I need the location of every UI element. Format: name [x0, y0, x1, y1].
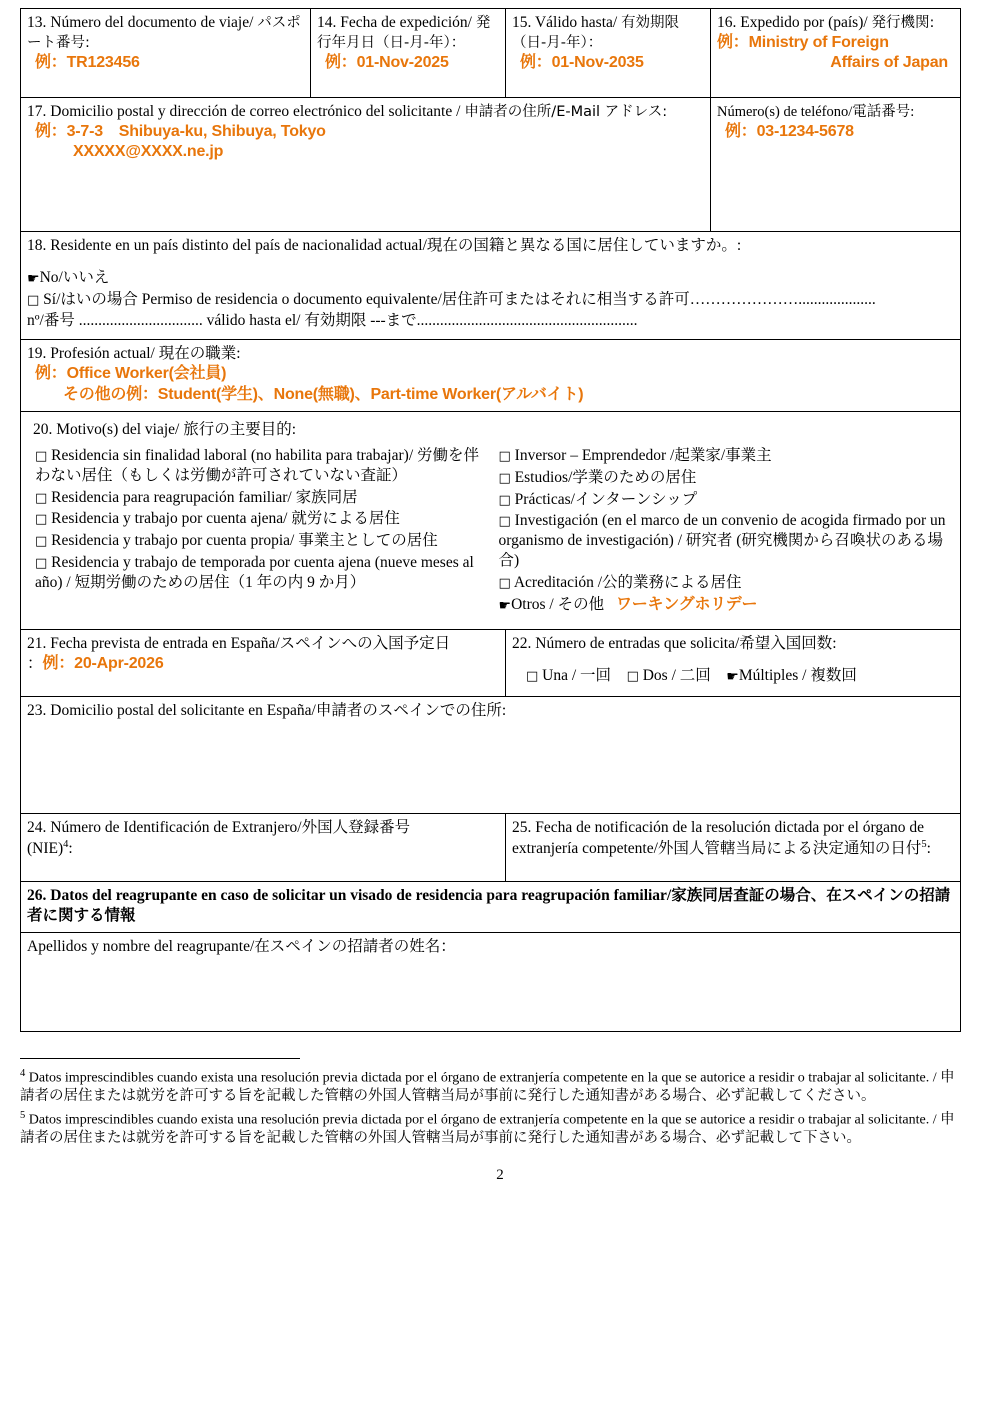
- field-18-option-no[interactable]: [27, 268, 954, 288]
- checkbox-empty-icon: □: [526, 668, 539, 684]
- field-20-label: 20. Motivo(s) del viaje/ 旅行の主要目的:: [33, 421, 297, 439]
- field-20-option-2[interactable]: [35, 509, 485, 529]
- field-26-reagrupante-header: [21, 882, 961, 933]
- field-19-example-other: その他の例：Student(学生)、None(無職)、Part-time Worker(アルバイト): [63, 385, 584, 403]
- field-16-label: 16. Expedido por (país)/: [717, 14, 868, 31]
- checkbox-checked-icon: ☛: [726, 668, 739, 685]
- field-24-label: 24. Número de Identificación de Extranjero/外国人登録番号: [27, 819, 411, 837]
- field-24-label-nie: (NIE): [27, 840, 64, 858]
- field-25-footnote-ref: 5: [921, 839, 927, 851]
- field-22-option-una[interactable]: Una / 一回: [542, 666, 612, 684]
- table-row-19: [21, 340, 961, 412]
- field-15-example: 例：01-Nov-2035: [520, 53, 644, 71]
- table-row-20: [21, 412, 961, 630]
- table-row-18: [21, 231, 961, 339]
- field-24-footnote-ref: 4: [63, 839, 69, 851]
- field-20-left-column: [27, 440, 491, 623]
- table-row-26-header: [21, 882, 961, 933]
- field-15-label: 15. Válido hasta/: [512, 14, 618, 31]
- field-17-phone[interactable]: [711, 98, 961, 232]
- field-24-label-colon: :: [68, 840, 73, 858]
- checkbox-empty-icon: □: [498, 575, 511, 591]
- field-13-example: 例：TR123456: [35, 53, 140, 71]
- field-22-entries-count[interactable]: [506, 630, 961, 697]
- checkbox-empty-icon: □: [35, 490, 48, 506]
- table-row-24-25: [21, 814, 961, 882]
- field-26-label: 26. Datos del reagrupante en caso de solicitar un visado de residencia para reagrupación familiar/家族同居査証の場合、在スペインの招請者に関する情報: [27, 887, 951, 924]
- field-18-residence-other-country[interactable]: [21, 231, 961, 339]
- field-20-option-5-label: Inversor – Emprendedor /起業家/事業主: [514, 446, 772, 464]
- field-19-example: 例：Office Worker(会社員): [35, 365, 227, 383]
- field-20-option-4-label: Residencia y trabajo de temporada por cuenta ajena (nueve meses al año) / 短期労働のための居住（1 年の内 9 か月）: [35, 554, 474, 591]
- field-20-option-8-label: Investigación (en el marco de un convenio de acogida firmado por un organismo de investigación) / 研究者 (研究機関から召喚状のある場合): [498, 512, 946, 570]
- table-row-21-22: [21, 630, 961, 697]
- field-20-option-6[interactable]: [499, 468, 949, 488]
- checkbox-checked-icon: ☛: [27, 270, 40, 287]
- field-20-option-7-label: Prácticas/インターンシップ: [514, 490, 698, 508]
- checkbox-empty-icon: □: [498, 470, 511, 486]
- field-20-right-column: [491, 440, 955, 623]
- field-20-option-3-label: Residencia y trabajo por cuenta propia/ 事業主としての居住: [51, 532, 438, 550]
- field-14-label-jp: 発行年月日（日‐月‐年）：: [317, 15, 491, 51]
- field-25-label: 25. Fecha de notificación de la resolución dictada por el órgano de extranjería competente/外国人管轄当局による決定通知の日付: [512, 819, 925, 858]
- field-18-option-si-label: Sí/はいの場合 Permiso de residencia o documento equivalente/居住許可またはそれに相当する許可…………………....................: [43, 290, 876, 308]
- visa-form-table: [20, 8, 961, 1032]
- field-20-option-otros[interactable]: [499, 595, 949, 615]
- field-20-option-7[interactable]: [499, 490, 949, 510]
- field-18-label: 18. Residente en un país distinto del país de nacionalidad actual/現在の国籍と異なる国に居住していますか。:: [27, 236, 742, 254]
- field-17-phone-example: 例：03-1234-5678: [725, 122, 854, 140]
- field-21-label-colon: ：: [27, 654, 43, 672]
- field-22-option-multiples[interactable]: Múltiples / 複数回: [738, 666, 857, 684]
- field-17-phone-label: Número(s) de teléfono/電話番号:: [717, 104, 915, 121]
- field-20-option-4[interactable]: [35, 553, 485, 593]
- field-26-reagrupante-name[interactable]: [21, 932, 961, 1031]
- field-24-nie[interactable]: [21, 814, 506, 882]
- field-13-label-jp: パスポート番号:: [27, 15, 301, 51]
- field-17-label: 17. Domicilio postal y dirección de correo electrónico del solicitante /: [27, 103, 461, 121]
- field-17-address[interactable]: [21, 98, 711, 232]
- footnote-4: [20, 1067, 960, 1107]
- field-19-label: 19. Profesión actual/ 現在の職業:: [27, 345, 241, 363]
- field-17-example: 例：3-7-3 Shibuya-ku, Shibuya, Tokyo: [35, 122, 326, 140]
- checkbox-empty-icon: □: [35, 556, 48, 572]
- field-16-label-jp: 発行機関:: [871, 15, 935, 31]
- field-19-profession[interactable]: [21, 340, 961, 412]
- footnote-5: [20, 1109, 960, 1149]
- field-20-option-2-label: Residencia y trabajo por cuenta ajena/ 就労による居住: [51, 510, 400, 528]
- field-20-option-3[interactable]: [35, 531, 485, 551]
- checkbox-empty-icon: □: [498, 448, 511, 464]
- table-row-13-16: [21, 9, 961, 98]
- table-row-26-body: [21, 932, 961, 1031]
- field-20-travel-purpose[interactable]: [21, 412, 961, 630]
- field-26-sub-label: Apellidos y nombre del reagrupante/在スペインの招請者の姓名：: [27, 937, 456, 955]
- field-16-example-line2: Affairs of Japan: [830, 54, 948, 72]
- field-23-label: 23. Domicilio postal del solicitante en España/申請者のスペインでの住所:: [27, 702, 507, 720]
- checkbox-empty-icon: □: [498, 514, 511, 530]
- footnote-5-text-jp: 申請者の居住または就労を許可する旨を記載した管轄の外国人管轄当局が事前に発行した通知書がある場合、必ず記載して下さい。: [20, 1111, 955, 1147]
- checkbox-empty-icon: □: [626, 668, 639, 684]
- footnote-4-text-es: Datos imprescindibles cuando exista una resolución previa dictada por el órgano de extranjería competente en la que se autorice a residir o trabajar al solicitante. /: [28, 1070, 941, 1086]
- field-15-label-jp: 有効期限（日‐月‐年）：: [512, 15, 680, 51]
- field-20-option-0-label: Residencia sin finalidad laboral (no habilita para trabajar)/ 労働を伴わない居住（もしくは労働が許可されていない査証）: [35, 446, 479, 484]
- field-17-label-jp: 申請者の住所/E-Mail アドレス:: [464, 104, 668, 121]
- field-13-label: 13. Número del documento de viaje/: [27, 14, 254, 31]
- footnotes-section: [20, 1058, 960, 1149]
- field-21-entry-date[interactable]: [21, 630, 506, 697]
- field-20-option-1[interactable]: [35, 488, 485, 508]
- field-20-option-9-label: Acreditación /公的業務による居住: [513, 573, 742, 591]
- checkbox-empty-icon: □: [35, 534, 48, 550]
- field-18-option-no-label: No/いいえ: [39, 268, 110, 286]
- checkbox-empty-icon: □: [35, 448, 48, 464]
- footnote-5-marker: 5: [20, 1109, 26, 1121]
- field-20-option-0[interactable]: [35, 446, 485, 486]
- field-13-passport-number[interactable]: [21, 9, 311, 98]
- field-20-option-5[interactable]: [499, 446, 949, 466]
- checkbox-checked-icon: ☛: [498, 597, 512, 614]
- field-20-option-6-label: Estudios/学業のための居住: [514, 468, 697, 486]
- field-20-otros-value: ワーキングホリデー: [615, 595, 758, 613]
- footnote-separator: [20, 1058, 300, 1059]
- field-18-option-si[interactable]: [27, 290, 954, 310]
- field-16-issued-by[interactable]: [711, 9, 961, 98]
- field-18-line2: nº/番号 ................................ válido hasta el/ 有効期限 ---まで.........................................................: [27, 312, 638, 330]
- field-21-label: 21. Fecha prevista de entrada en España/スペインへの入国予定日: [27, 635, 451, 653]
- field-16-example: 例：Ministry of Foreign: [717, 33, 889, 51]
- field-22-label: 22. Número de entradas que solicita/希望入国回数:: [512, 635, 837, 653]
- checkbox-empty-icon: □: [27, 292, 40, 308]
- field-14-label: 14. Fecha de expedición/: [317, 14, 472, 31]
- field-20-option-8[interactable]: [499, 511, 949, 570]
- field-14-issue-date[interactable]: [311, 9, 506, 98]
- field-21-example: 例：20-Apr-2026: [42, 654, 164, 672]
- table-row-17: [21, 98, 961, 232]
- checkbox-empty-icon: □: [498, 492, 511, 508]
- field-25-resolution-date[interactable]: [506, 814, 961, 882]
- table-row-23: [21, 697, 961, 814]
- page-number: 2: [496, 1166, 504, 1183]
- field-20-option-1-label: Residencia para reagrupación familiar/ 家族同居: [51, 488, 358, 506]
- field-20-option-otros-label: Otros / その他: [511, 595, 605, 613]
- field-14-example: 例：01-Nov-2025: [325, 53, 449, 71]
- field-15-valid-until[interactable]: [506, 9, 711, 98]
- field-25-label-colon: :: [926, 840, 931, 858]
- footnote-4-marker: 4: [20, 1067, 26, 1079]
- footnote-4-text-jp: 申請者の居住または就労を許可する旨を記載した管轄の外国人管轄当局が事前に発行した通知書がある場合、必ず記載してください。: [20, 1069, 955, 1105]
- field-20-option-9[interactable]: [499, 573, 949, 593]
- field-17-example-email: XXXXX@XXXX.ne.jp: [73, 143, 224, 161]
- checkbox-empty-icon: □: [35, 512, 48, 528]
- footnote-5-text-es: Datos imprescindibles cuando exista una resolución previa dictada por el órgano de extranjería competente en la que se autorice a residir o trabajar al solicitante. /: [28, 1112, 941, 1128]
- field-23-spain-address[interactable]: [21, 697, 961, 814]
- field-22-option-dos[interactable]: Dos / 二回: [642, 666, 711, 684]
